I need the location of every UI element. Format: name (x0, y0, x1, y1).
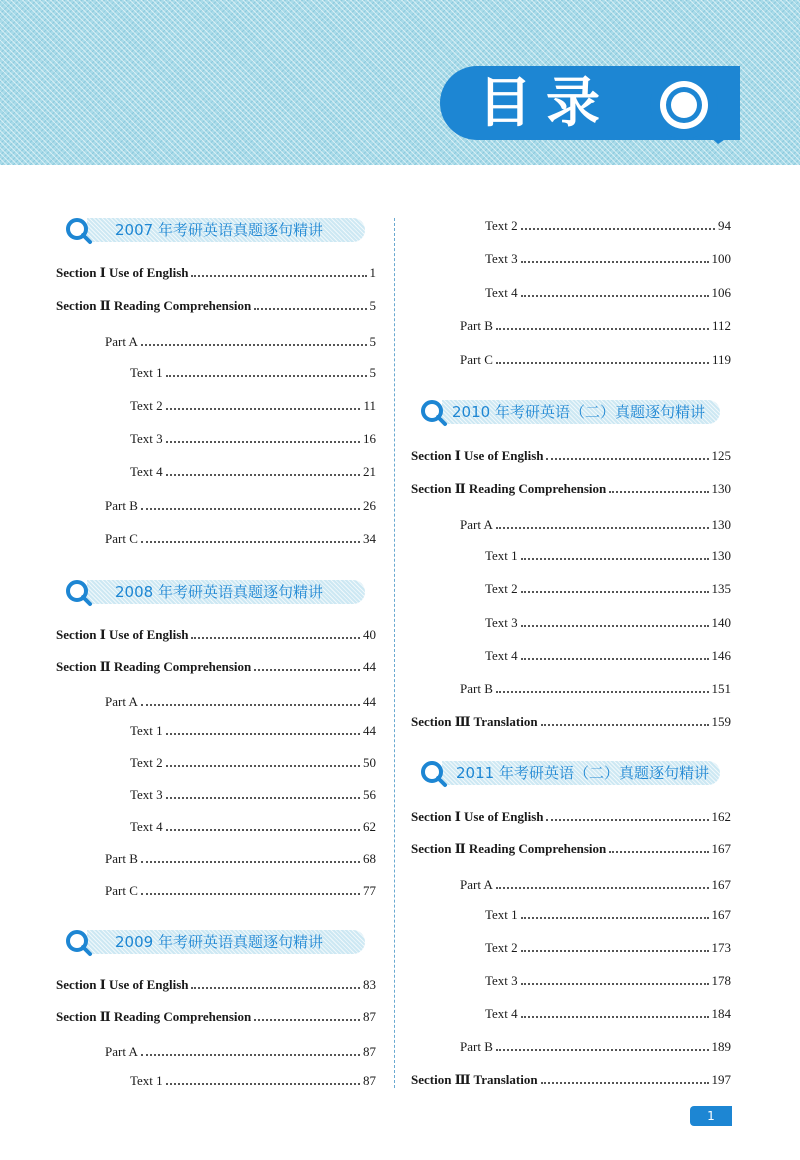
leader-dots (141, 1054, 360, 1056)
entry-page: 135 (711, 581, 731, 596)
entry-label: Section Ⅱ Reading Comprehension (56, 659, 252, 674)
toc-entry-2007-text2[interactable] (130, 396, 376, 414)
page-title: 目录 (478, 71, 614, 134)
leader-dots (191, 987, 360, 989)
toc-entry-2007-text4[interactable] (130, 462, 376, 480)
entry-label: Part B (460, 1039, 493, 1054)
leader-dots (521, 917, 709, 919)
entry-page: 11 (363, 398, 376, 413)
entry-label: Section Ⅰ Use of English (56, 977, 189, 992)
entry-page: 26 (363, 498, 376, 513)
banner-title: 2007 年考研英语真题逐句精讲 (115, 221, 323, 239)
toc-entry-2008-part-b[interactable] (105, 849, 376, 867)
leader-dots (496, 362, 709, 364)
entry-label: Text 2 (485, 218, 518, 233)
toc-entry-2010-text4[interactable] (485, 646, 731, 664)
magnifier-icon (640, 64, 736, 146)
leader-dots (141, 344, 367, 346)
page-number: 1 (690, 1106, 732, 1126)
entry-label: Part B (460, 681, 493, 696)
leader-dots (496, 691, 709, 693)
leader-dots (496, 527, 709, 529)
entry-label: Text 2 (130, 398, 163, 413)
entry-page: 112 (711, 318, 731, 333)
leader-dots (521, 295, 709, 297)
toc-entry-2009-text2[interactable] (485, 216, 731, 234)
leader-dots (496, 887, 709, 889)
entry-label: Text 3 (485, 973, 518, 988)
toc-entry-2008-part-a[interactable] (105, 692, 376, 710)
entry-label: Text 4 (130, 464, 163, 479)
entry-label: Text 1 (485, 907, 518, 922)
entry-page: 178 (711, 973, 731, 988)
toc-entry-2009-text4[interactable] (485, 283, 731, 301)
leader-dots (254, 308, 366, 310)
entry-page: 87 (363, 1073, 376, 1088)
toc-entry-2008-text4[interactable] (130, 817, 376, 835)
toc-entry-2011-section1[interactable] (411, 807, 731, 825)
entry-page: 40 (363, 627, 376, 642)
toc-entry-2010-section1[interactable] (411, 446, 731, 464)
toc-entry-2010-text2[interactable] (485, 579, 731, 597)
toc-entry-2010-part-b[interactable] (460, 679, 731, 697)
banner-2011 (420, 758, 720, 788)
entry-page: 130 (711, 481, 731, 496)
banner-2010 (420, 397, 720, 427)
entry-page: 100 (711, 251, 731, 266)
banner-2007 (65, 215, 365, 245)
leader-dots (521, 983, 709, 985)
leader-dots (254, 1019, 360, 1021)
entry-label: Text 4 (130, 819, 163, 834)
leader-dots (546, 819, 708, 821)
entry-page: 167 (711, 841, 731, 856)
leader-dots (141, 861, 360, 863)
leader-dots (496, 1049, 709, 1051)
leader-dots (521, 591, 709, 593)
entry-page: 5 (369, 298, 376, 313)
toc-entry-2010-section3[interactable] (411, 712, 731, 730)
toc-entry-2008-part-c[interactable] (105, 881, 376, 899)
entry-label: Section Ⅰ Use of English (56, 265, 189, 280)
entry-page: 5 (369, 365, 376, 380)
entry-label: Text 2 (485, 581, 518, 596)
entry-label: Part A (105, 1044, 138, 1059)
entry-label: Part A (105, 694, 138, 709)
toc-entry-2009-part-b[interactable] (460, 316, 731, 334)
entry-page: 44 (363, 694, 376, 709)
entry-label: Text 3 (130, 431, 163, 446)
banner-title: 2010 年考研英语（二）真题逐句精讲 (452, 403, 705, 421)
leader-dots (521, 658, 709, 660)
entry-page: 5 (369, 334, 376, 349)
toc-entry-2010-section2[interactable] (411, 479, 731, 497)
entry-page: 167 (711, 907, 731, 922)
entry-label: Part A (105, 334, 138, 349)
entry-page: 77 (363, 883, 376, 898)
toc-entry-2010-part-a[interactable] (460, 515, 731, 533)
leader-dots (546, 458, 708, 460)
entry-label: Text 3 (485, 615, 518, 630)
toc-entry-2011-part-a[interactable] (460, 875, 731, 893)
entry-page: 151 (711, 681, 731, 696)
entry-page: 68 (363, 851, 376, 866)
entry-label: Text 2 (130, 755, 163, 770)
entry-label: Text 1 (130, 723, 163, 738)
entry-page: 189 (711, 1039, 731, 1054)
leader-dots (141, 541, 360, 543)
leader-dots (496, 328, 709, 330)
leader-dots (521, 261, 709, 263)
toc-entry-2009-text3[interactable] (485, 249, 731, 267)
entry-page: 62 (363, 819, 376, 834)
toc-entry-2007-section1[interactable] (56, 263, 376, 281)
entry-label: Part B (105, 851, 138, 866)
toc-entry-2011-section3[interactable] (411, 1070, 731, 1088)
entry-label: Section Ⅰ Use of English (411, 448, 544, 463)
toc-entry-2009-section2[interactable] (56, 1007, 376, 1025)
magnifier-icon (420, 760, 448, 788)
entry-page: 87 (363, 1044, 376, 1059)
toc-entry-2007-text1[interactable] (130, 363, 376, 381)
entry-page: 44 (363, 659, 376, 674)
leader-dots (141, 508, 360, 510)
entry-label: Text 2 (485, 940, 518, 955)
entry-label: Section Ⅲ Translation (411, 714, 538, 729)
entry-label: Section Ⅰ Use of English (56, 627, 189, 642)
leader-dots (166, 797, 360, 799)
banner-2009 (65, 927, 365, 957)
toc-entry-2009-section1[interactable] (56, 975, 376, 993)
entry-label: Part B (105, 498, 138, 513)
entry-page: 173 (711, 940, 731, 955)
toc-entry-2011-part-b[interactable] (460, 1037, 731, 1055)
entry-page: 16 (363, 431, 376, 446)
toc-entry-2008-text1[interactable] (130, 721, 376, 739)
entry-label: Part C (460, 352, 493, 367)
entry-page: 83 (363, 977, 376, 992)
magnifier-icon (420, 399, 448, 427)
entry-label: Text 1 (130, 1073, 163, 1088)
leader-dots (166, 441, 360, 443)
toc-entry-2010-text1[interactable] (485, 546, 731, 564)
banner-title: 2009 年考研英语真题逐句精讲 (115, 933, 323, 951)
leader-dots (191, 637, 360, 639)
entry-label: Section Ⅱ Reading Comprehension (411, 841, 607, 856)
entry-page: 184 (711, 1006, 731, 1021)
toc-entry-2007-part-a[interactable] (105, 332, 376, 350)
leader-dots (521, 625, 709, 627)
leader-dots (521, 1016, 709, 1018)
leader-dots (166, 733, 360, 735)
leader-dots (141, 893, 360, 895)
leader-dots (191, 275, 366, 277)
entry-page: 87 (363, 1009, 376, 1024)
entry-label: Part C (105, 531, 138, 546)
toc-entry-2007-part-c[interactable] (105, 529, 376, 547)
banner-title: 2011 年考研英语（二）真题逐句精讲 (456, 764, 709, 782)
entry-page: 34 (363, 531, 376, 546)
entry-label: Part A (460, 517, 493, 532)
leader-dots (521, 950, 709, 952)
entry-page: 140 (711, 615, 731, 630)
leader-dots (541, 724, 709, 726)
entry-label: Text 4 (485, 285, 518, 300)
toc-entry-2008-section1[interactable] (56, 625, 376, 643)
entry-page: 197 (711, 1072, 731, 1087)
toc-entry-2008-text2[interactable] (130, 753, 376, 771)
leader-dots (521, 228, 715, 230)
leader-dots (166, 829, 360, 831)
toc-entry-2011-text3[interactable] (485, 971, 731, 989)
entry-label: Text 1 (130, 365, 163, 380)
banner-title: 2008 年考研英语真题逐句精讲 (115, 583, 323, 601)
leader-dots (541, 1082, 709, 1084)
entry-page: 56 (363, 787, 376, 802)
magnifier-icon (65, 217, 93, 245)
entry-label: Section Ⅰ Use of English (411, 809, 544, 824)
entry-label: Part A (460, 877, 493, 892)
entry-page: 119 (711, 352, 731, 367)
entry-page: 146 (711, 648, 731, 663)
entry-page: 130 (711, 548, 731, 563)
entry-label: Part B (460, 318, 493, 333)
toc-entry-2008-text3[interactable] (130, 785, 376, 803)
toc-entry-2011-section2[interactable] (411, 839, 731, 857)
leader-dots (609, 491, 708, 493)
entry-page: 106 (711, 285, 731, 300)
toc-entry-2009-part-a[interactable] (105, 1042, 376, 1060)
magnifier-icon (65, 579, 93, 607)
toc-entry-2009-text1[interactable] (130, 1071, 376, 1089)
entry-label: Text 4 (485, 648, 518, 663)
toc-entry-2007-part-b[interactable] (105, 496, 376, 514)
entry-page: 94 (718, 218, 731, 233)
leader-dots (166, 474, 360, 476)
entry-label: Part C (105, 883, 138, 898)
leader-dots (166, 765, 360, 767)
leader-dots (609, 851, 708, 853)
toc-entry-2007-section2[interactable] (56, 296, 376, 314)
entry-label: Text 3 (130, 787, 163, 802)
entry-page: 167 (711, 877, 731, 892)
entry-page: 44 (363, 723, 376, 738)
entry-label: Text 3 (485, 251, 518, 266)
banner-2008 (65, 577, 365, 607)
entry-label: Section Ⅱ Reading Comprehension (411, 481, 607, 496)
toc-entry-2010-text3[interactable] (485, 613, 731, 631)
entry-page: 50 (363, 755, 376, 770)
leader-dots (166, 375, 367, 377)
entry-page: 162 (711, 809, 731, 824)
entry-label: Section Ⅱ Reading Comprehension (56, 298, 252, 313)
magnifier-icon (65, 929, 93, 957)
entry-label: Section Ⅲ Translation (411, 1072, 538, 1087)
leader-dots (166, 408, 361, 410)
entry-page: 21 (363, 464, 376, 479)
toc-entry-2007-text3[interactable] (130, 429, 376, 447)
entry-page: 125 (711, 448, 731, 463)
entry-page: 159 (711, 714, 731, 729)
entry-label: Text 4 (485, 1006, 518, 1021)
entry-label: Section Ⅱ Reading Comprehension (56, 1009, 252, 1024)
toc-entry-2011-text2[interactable] (485, 938, 731, 956)
toc-entry-2011-text1[interactable] (485, 905, 731, 923)
leader-dots (254, 669, 360, 671)
leader-dots (166, 1083, 360, 1085)
column-divider (394, 218, 395, 1088)
toc-entry-2011-text4[interactable] (485, 1004, 731, 1022)
leader-dots (521, 558, 709, 560)
entry-page: 1 (369, 265, 376, 280)
toc-entry-2008-section2[interactable] (56, 657, 376, 675)
leader-dots (141, 704, 360, 706)
entry-label: Text 1 (485, 548, 518, 563)
toc-entry-2009-part-c[interactable] (460, 350, 731, 368)
entry-page: 130 (711, 517, 731, 532)
